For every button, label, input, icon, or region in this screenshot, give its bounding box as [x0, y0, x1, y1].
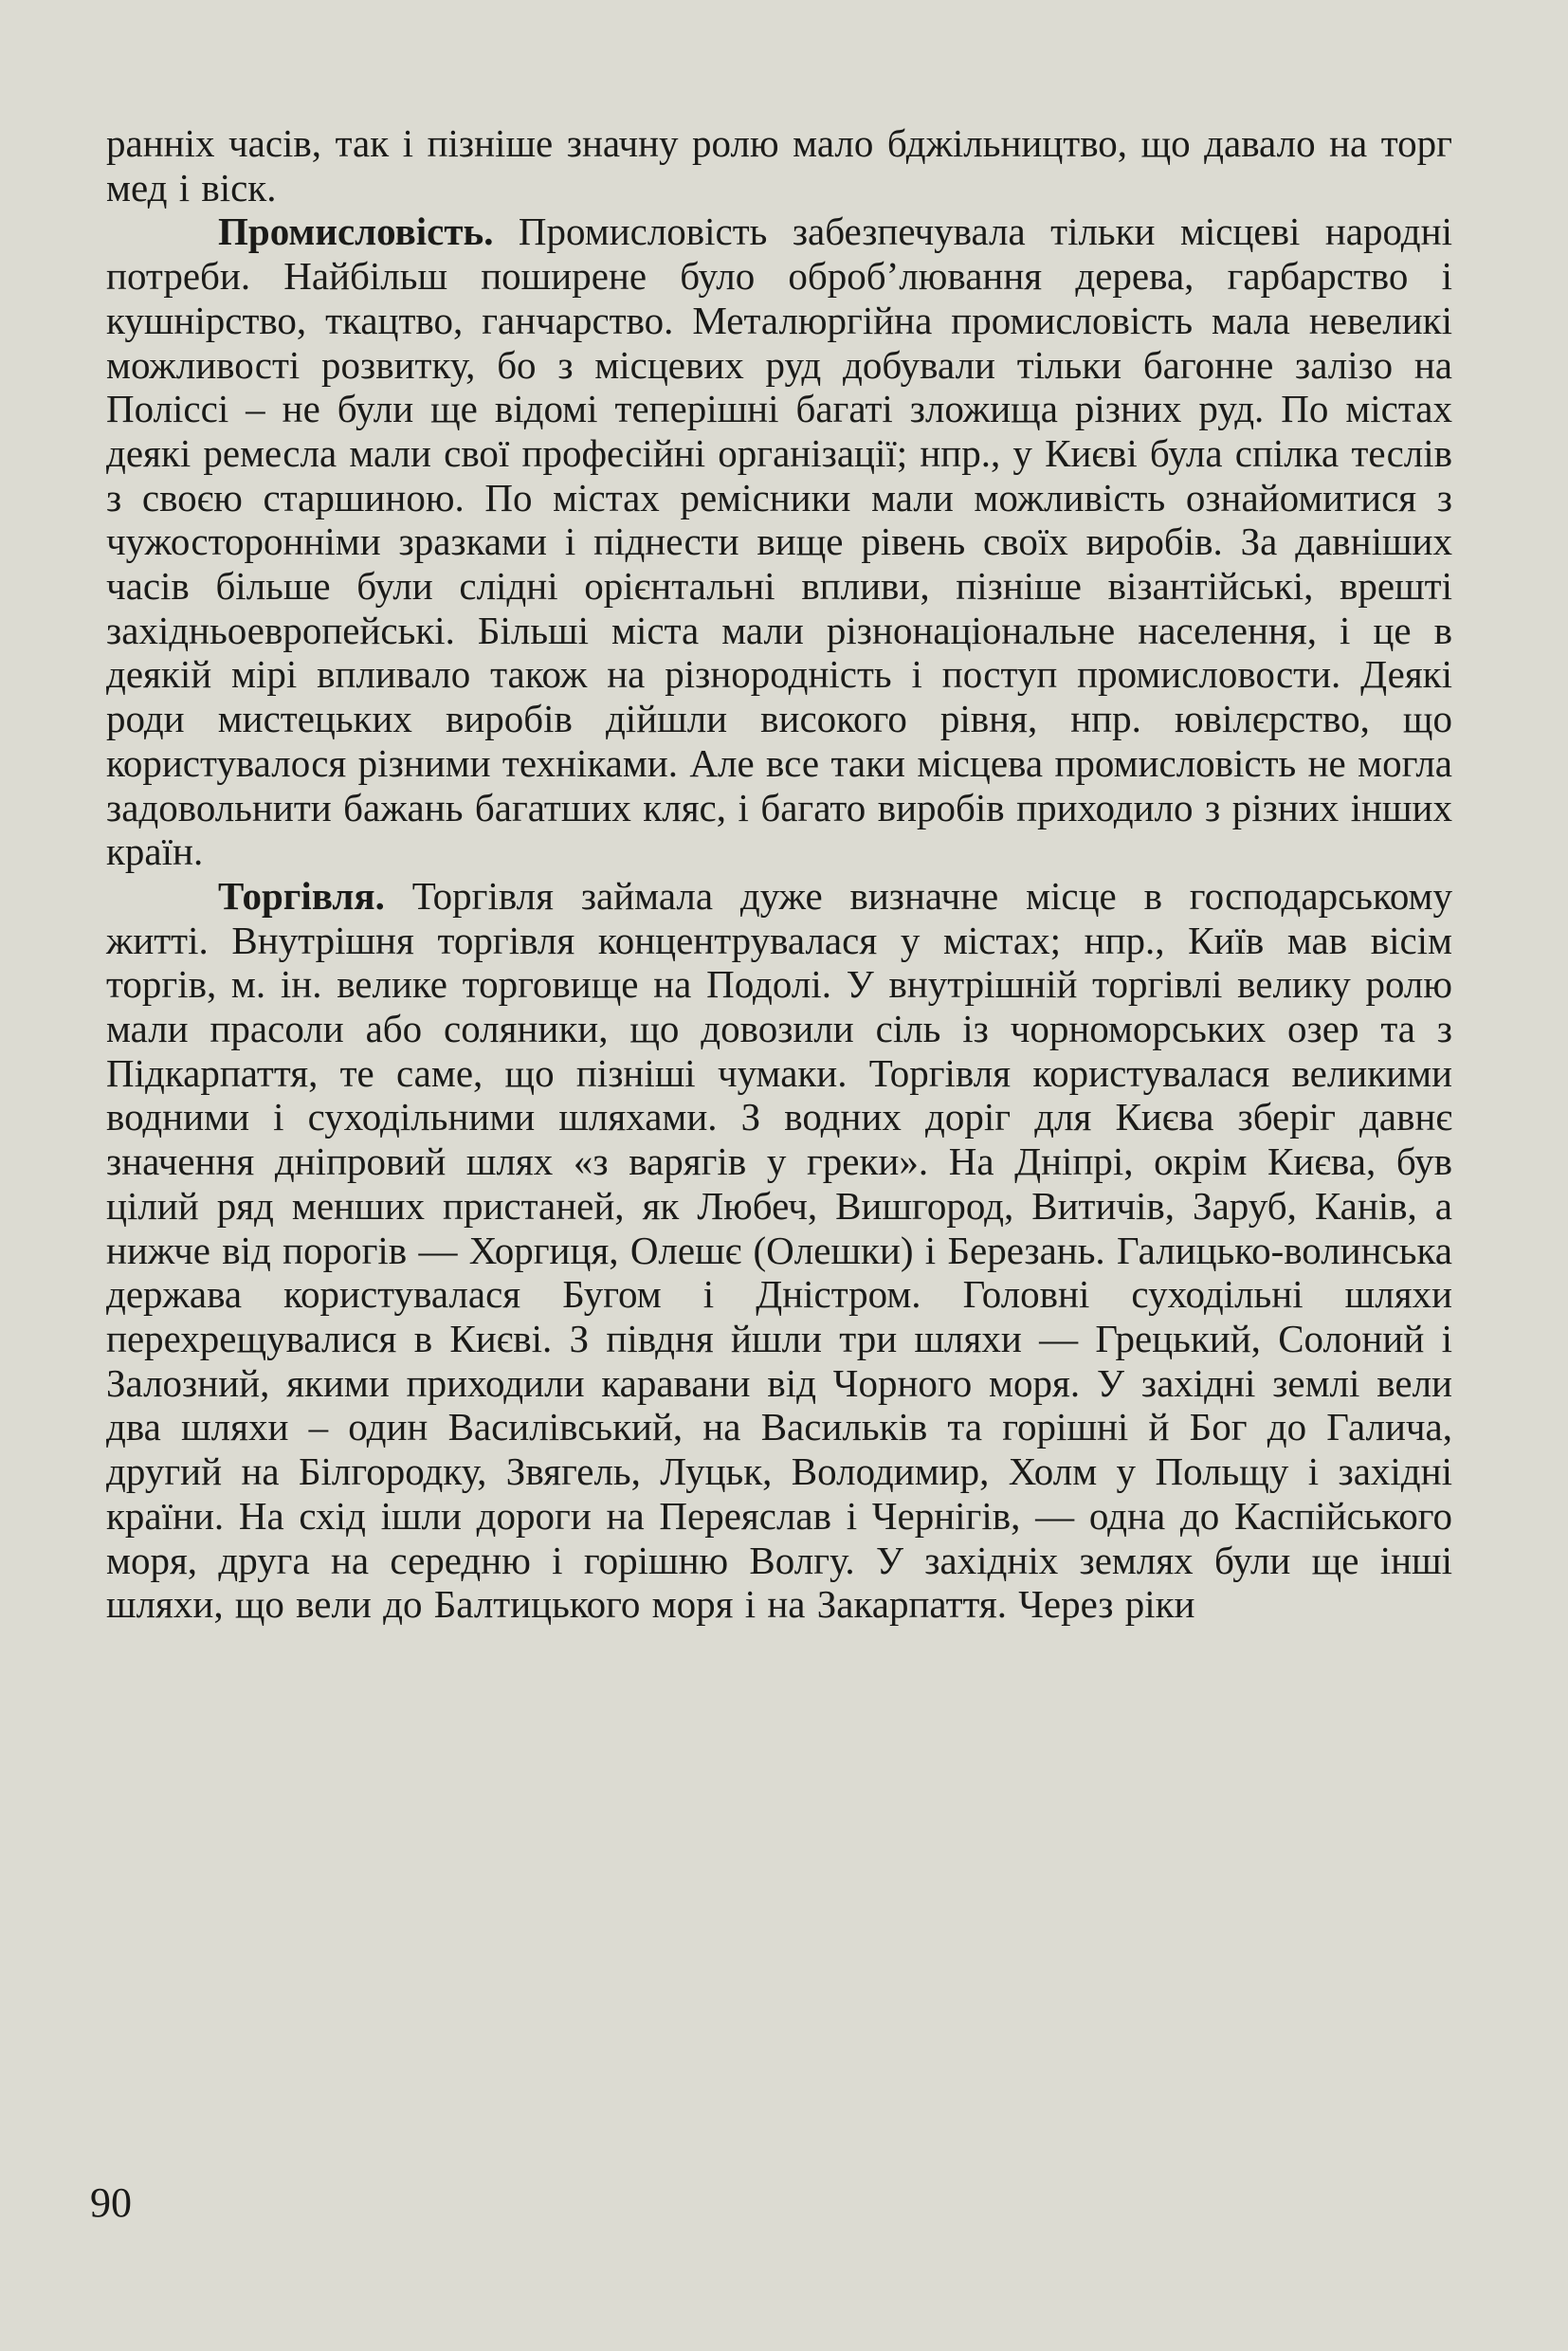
industry-heading: Промисловість. [218, 210, 494, 254]
trade-paragraph [106, 874, 1452, 1627]
opening-paragraph: ранніх часів, так і пізніше значну ролю мало бджільництво, що давало на торг мед і віск. [106, 121, 1452, 210]
industry-text: Промисловість забезпечувала тільки місцеві народні потреби. Найбільш поширене було обробʼлювання дерева, гарбарство і кушнірство, ткацтво, ганчарство. Металюргійна промисловість мала невеликі можливості розвитку, бо з місцевих руд добували тільки багонне залізо на Поліссі – не були ще відомі теперішні багаті зложища різних руд. По містах деякі ремесла мали свої професійні організації; нпр., у Києві була спілка теслів з своєю старшиною. По містах ремісники мали можливість ознайомитися з чужосторонніми зразками і піднести вище рівень своїх виробів. За давніших часів більше були слідні орієнтальні впливи, пізніше візантійські, врешті західньоевропейські. Більші міста мали різнонаціональне населення, і це в деякій мірі впливало також на різнородність і поступ промисловости. Деякі роди мистецьких виробів дійшли високого рівня, нпр. ювілєрство, що користувалося різними техніками. Але все таки місцева промисловість не могла задовольнити бажань багатших кляс, і багато виробів приходило з різних інших країн. [106, 210, 1452, 874]
industry-paragraph [106, 210, 1452, 874]
page-number: 90 [90, 2179, 132, 2226]
body-text [106, 121, 1452, 1627]
trade-heading: Торгівля. [218, 873, 385, 918]
trade-text: Торгівля займала дуже визначне місце в господарському житті. Внутрішня торгівля концентрувалася у містах; нпр., Київ мав вісім торгів, м. ін. велике торговище на Подолі. У внутрішній торгівлі велику ролю мали прасоли або соляники, що довозили сіль із чорноморських озер та з Підкарпаття, те саме, що пізніші чумаки. Торгівля користувалася великими водними і суходільними шляхами. З водних доріг для Києва зберіг давнє значення дніпровий шлях «з варягів у греки». На Дніпрі, окрім Києва, був цілий ряд менших пристаней, як Любеч, Вишгород, Витичів, Заруб, Канів, а нижче від порогів — Хоргиця, Олешє (Олешки) і Березань. Галицько-волинська держава користувалася Бугом і Дністром. Головні суходільні шляхи перехрещувалися в Києві. З півдня йшли три шляхи — Грецький, Солоний і Залозний, якими приходили каравани від Чорного моря. У західні землі вели два шляхи – один Василівський, на Васильків та горішні й Бог до Галича, другий на Білгородку, Звягель, Луцьк, Володимир, Холм у Польщу і західні країни. На схід ішли дороги на Переяслав і Чернігів, — одна до Каспійського моря, друга на середню і горішню Волгу. У західніх землях були ще інші шляхи, що вели до Балтицького моря і на Закарпаття. Через ріки [106, 873, 1452, 1627]
